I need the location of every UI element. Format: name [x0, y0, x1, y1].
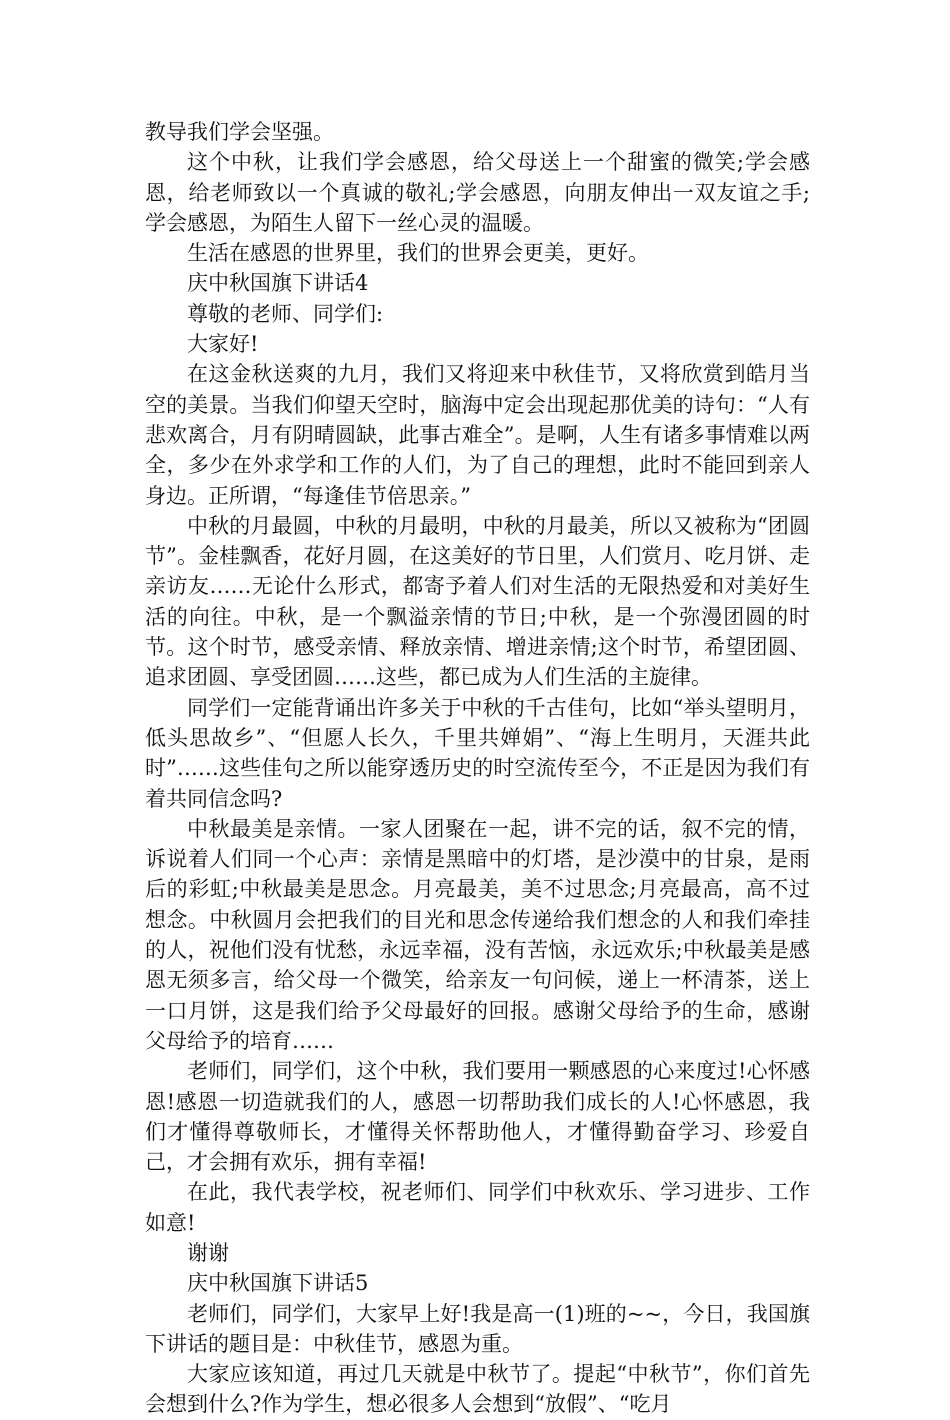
section-heading-5: 庆中秋国旗下讲话5 — [187, 1271, 369, 1296]
paragraph-12: 在此，我代表学校，祝老师们、同学们中秋欢乐、学习进步、工作如意! — [145, 1180, 810, 1235]
paragraph-8: 中秋的月最圆，中秋的月最明，中秋的月最美，所以又被称为“团圆节”。金桂飘香，花好月圆，在这美好的节日里，人们赏月、吃月饼、走亲访友……无论什么形式，都寄予着人们对生活的无限热爱和对美好生活的向往。中秋，是一个飘溢亲情的节日;中秋，是一个弥漫团圆的时节。这个时节，感受亲情、释放亲情、增进亲情;这个时节，希望团圆、追求团圆、享受团圆……这些，都已成为人们生活的主旋律。 — [145, 513, 810, 690]
document-page — [145, 117, 810, 1420]
salutation: 尊敬的老师、同学们: — [187, 301, 384, 326]
paragraph-2: 这个中秋，让我们学会感恩，给父母送上一个甜蜜的微笑;学会感恩，给老师致以一个真诚的敬礼;学会感恩，向朋友伸出一双友谊之手;学会感恩，为陌生人留下一丝心灵的温暖。 — [145, 150, 810, 235]
paragraph-7: 在这金秋送爽的九月，我们又将迎来中秋佳节，又将欣赏到皓月当空的美景。当我们仰望天空时，脑海中定会出现起那优美的诗句：“人有悲欢离合，月有阴晴圆缺，此事古难全”。是啊，人生有诸多事情难以两全，多少在外求学和工作的人们，为了自己的理想，此时不能回到亲人身边。正所谓，“每逢佳节倍思亲。” — [145, 362, 810, 508]
paragraph-16: 大家应该知道，再过几天就是中秋节了。提起“中秋节”，你们首先会想到什么?作为学生，想必很多人会想到“放假”、“吃月 — [145, 1362, 810, 1417]
paragraph-9: 同学们一定能背诵出许多关于中秋的千古佳句，比如“举头望明月，低头思故乡”、“但愿人长久，千里共婵娟”、“海上生明月，天涯共此时”……这些佳句之所以能穿透历史的时空流传至今，不正是因为我们有着共同信念吗? — [145, 695, 810, 811]
paragraph-10: 中秋最美是亲情。一家人团聚在一起，讲不完的话，叙不完的情，诉说着人们同一个心声：亲情是黑暗中的灯塔，是沙漠中的甘泉，是雨后的彩虹;中秋最美是思念。月亮最美，美不过思念;月亮最高，高不过想念。中秋圆月会把我们的目光和思念传递给我们想念的人和我们牵挂的人，祝他们没有忧愁，永远幸福，没有苦恼，永远欢乐;中秋最美是感恩无须多言，给父母一个微笑，给亲友一句问候，递上一杯清茶，送上一口月饼，这是我们给予父母最好的回报。感谢父母给予的生命，感谢父母给予的培育…… — [145, 816, 810, 1053]
greeting: 大家好! — [187, 332, 259, 357]
thanks-line: 谢谢 — [187, 1240, 229, 1265]
paragraph-15: 老师们，同学们，大家早上好!我是高一(1)班的~~，今日，我国旗下讲话的题目是：中秋佳节，感恩为重。 — [145, 1301, 810, 1356]
section-heading-4: 庆中秋国旗下讲话4 — [187, 271, 369, 296]
paragraph-11: 老师们，同学们，这个中秋，我们要用一颗感恩的心来度过!心怀感恩!感恩一切造就我们的人，感恩一切帮助我们成长的人!心怀感恩，我们才懂得尊敬师长，才懂得关怀帮助他人，才懂得勤奋学习、珍爱自己，才会拥有欢乐，拥有幸福! — [145, 1059, 810, 1175]
paragraph-1: 教导我们学会坚强。 — [145, 120, 334, 144]
paragraph-3: 生活在感恩的世界里，我们的世界会更美，更好。 — [187, 241, 649, 266]
